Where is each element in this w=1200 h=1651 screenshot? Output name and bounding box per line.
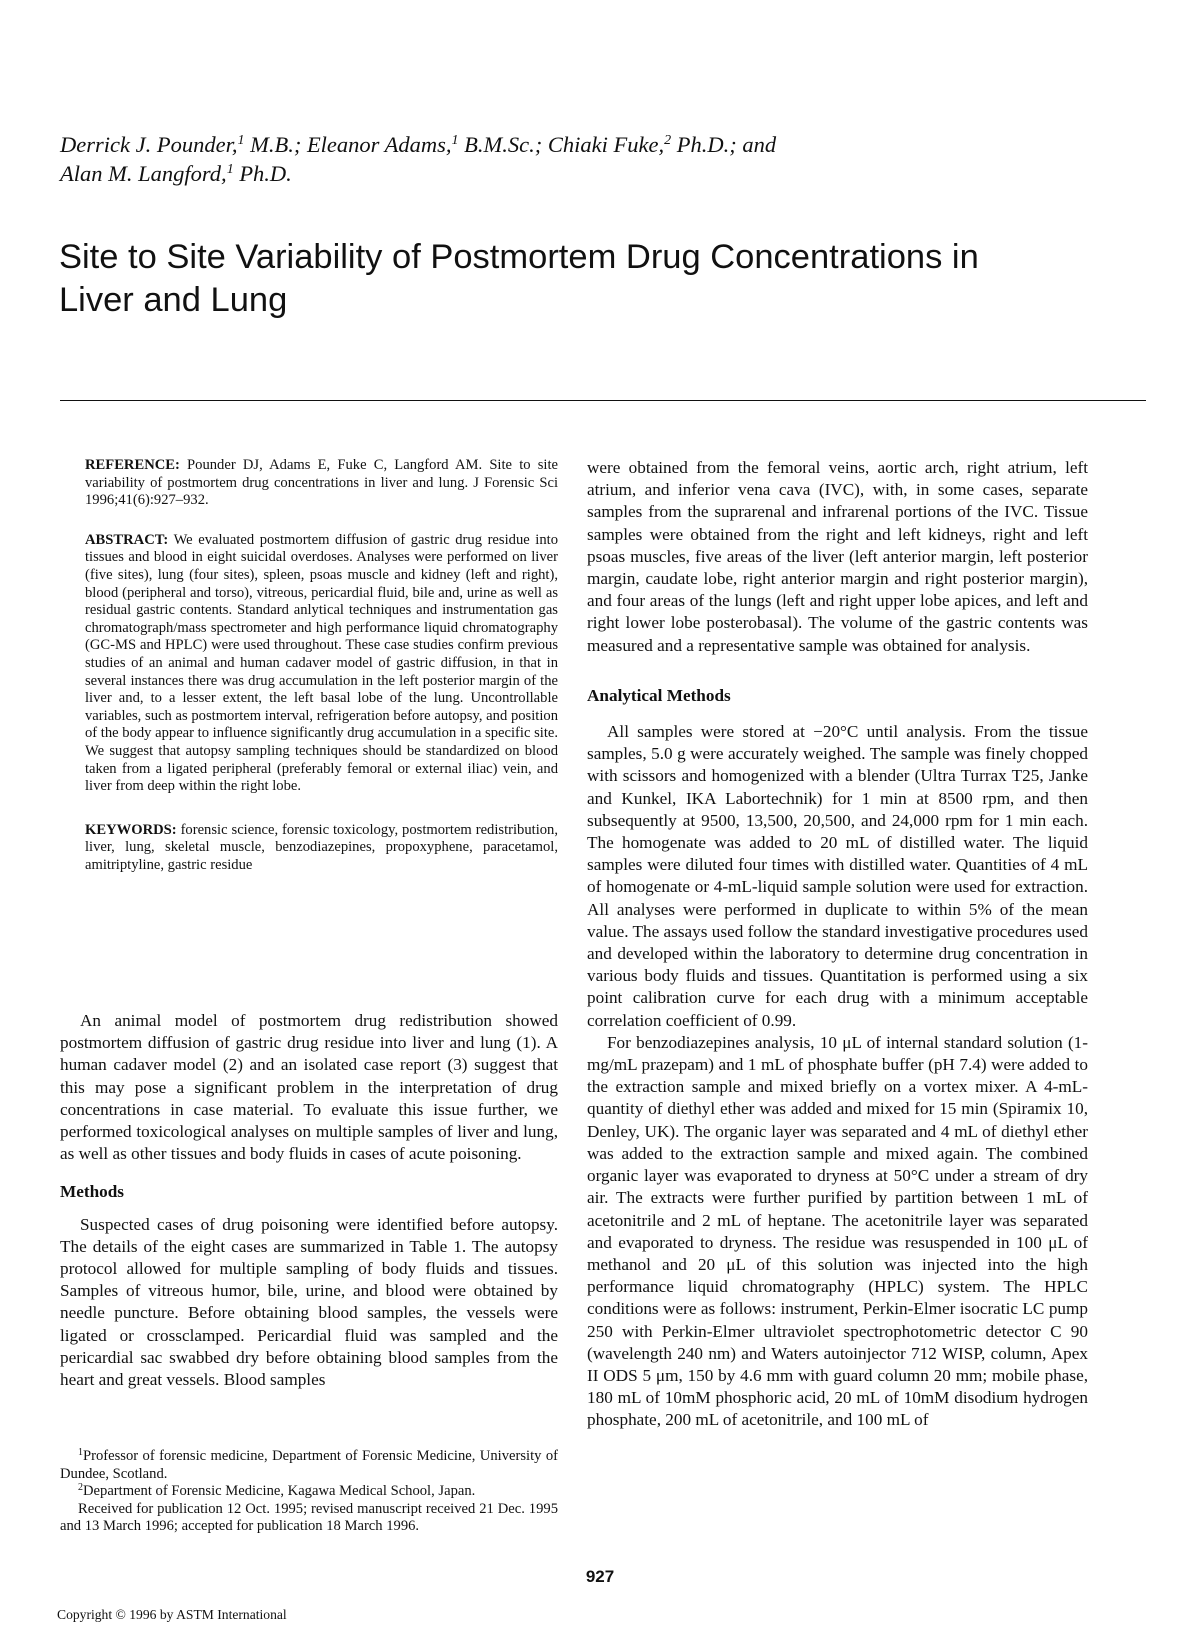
title-line-2: Liver and Lung bbox=[59, 281, 288, 319]
abstract-block bbox=[85, 457, 558, 874]
keywords-label: KEYWORDS: bbox=[85, 821, 177, 838]
author-degree: M.B.; bbox=[244, 132, 307, 157]
samples-paragraph: were obtained from the femoral veins, aortic arch, right atrium, left atrium, and inferior vena cava (IVC), with, in some cases, separate samples from the suprarenal and infrarenal portions of the IVC. Tissue samples were obtained from the right and left kidneys, right and left psoas muscles, five areas of the liver (left anterior margin, left posterior margin, caudate lobe, right anterior margin and right posterior margin), and four areas of the lungs (left and right upper lobe apices, and left and right lower lobe posterobasal). The volume of the gastric contents was measured and a representative sample was obtained for analysis. bbox=[587, 458, 1088, 655]
title-divider bbox=[60, 400, 1146, 401]
author-name: Alan M. Langford, bbox=[60, 161, 227, 186]
copyright-notice: Copyright © 1996 by ASTM International bbox=[57, 1607, 287, 1622]
affiliation-marker: 2 bbox=[664, 133, 672, 148]
footnote-marker: 1 bbox=[78, 1447, 83, 1458]
affiliation-marker: 1 bbox=[237, 133, 245, 148]
author-name: Eleanor Adams, bbox=[306, 132, 452, 157]
methods-heading: Methods bbox=[60, 1182, 124, 1202]
reference-paragraph bbox=[85, 457, 558, 510]
affiliation-marker: 1 bbox=[451, 133, 459, 148]
benzodiazepines-paragraph: For benzodiazepines analysis, 10 μL of internal standard solution (1-mg/mL prazepam) and 1 mL of phosphate buffer (pH 7.4) were added to the extraction sample and mixed briefly on a vortex mixer. A 4-mL-quantity of diethyl ether was added and mixed for 15 min (Spiramix 10, Denley, UK). The organic layer was separated and 4 mL of diethyl ether was added to the extraction sample and mixed again. The combined organic layer was evaporated to dryness at 50°C under a stream of dry air. The extracts were further purified by partition between 1 mL of acetonitrile and 2 mL of heptane. The acetonitrile layer was separated and evaporated to dryness. The residue was resuspended in 100 μL of methanol and 20 μL of this solution was injected into the high performance liquid chromatography (HPLC) system. The HPLC conditions were as follows: instrument, Perkin-Elmer isocratic LC pump 250 with Perkin-Elmer ultraviolet spectrophotometric detector C 90 (wavelength 240 nm) and Waters autoinjector 712 WISP, column, Apex II ODS 5 μm, 150 by 4.6 mm with guard column 20 mm; mobile phase, 180 mL of 10mM phosphoric acid, 20 mL of 10mM disodium hydrogen phosphate, 200 mL of acetonitrile, and 100 mL of bbox=[587, 1032, 1088, 1430]
methods-paragraph: Suspected cases of drug poisoning were identified before autopsy. The details of the eight cases are summarized in Table 1. The autopsy protocol allowed for multiple sampling of body fluids and tissues. Samples of vitreous humor, bile, urine, and blood were obtained by needle puncture. Before obtaining blood samples, the vessels were ligated or crossclamped. Pericardial fluid was sampled and the pericardial sac swabbed dry before obtaining blood samples from the heart and great vessels. Blood samples bbox=[60, 1214, 558, 1390]
affiliation-marker: 1 bbox=[226, 162, 234, 177]
left-column bbox=[60, 1010, 558, 1391]
page-number: 927 bbox=[585, 1567, 615, 1586]
reference-label: REFERENCE: bbox=[85, 457, 180, 473]
reference-text: Pounder DJ, Adams E, Fuke C, Langford AM. Site to site variability of postmortem drug concentrations in liver and lung. J Forensic Sci 1996;41(6):927–932. bbox=[85, 457, 558, 509]
analytical-methods-heading: Analytical Methods bbox=[587, 685, 731, 705]
keywords-paragraph bbox=[85, 822, 558, 875]
author-list bbox=[60, 130, 1140, 188]
footnote-1 bbox=[60, 1448, 558, 1483]
right-column bbox=[587, 457, 1088, 1432]
footnote-marker: 2 bbox=[78, 1482, 83, 1494]
author-degree: B.M.Sc.; bbox=[458, 132, 548, 157]
author-name: Derrick J. Pounder, bbox=[60, 132, 238, 157]
title-line-1: Site to Site Variability of Postmortem Drug Concentrations in bbox=[59, 238, 979, 276]
abstract-text: We evaluated postmortem diffusion of gastric drug residue into tissues and blood in eight suicidal overdoses. Analyses were performed on liver (five sites), lung (four sites), spleen, psoas muscle and kidney (left and right), blood (peripheral and torso), vitreous, pericardial fluid, bile and, urine as well as residual gastric contents. Standard anlytical techniques and instrumentation gas chromatograph/mass spectrometer and high performance liquid chromatography (GC-MS and HPLC) were used throughout. These case studies confirm previous studies of an animal and human cadaver model of gastric diffusion, in that in several instances there was drug accumulation in the left posterior margin of the liver and, to a lesser extent, the left basal lobe of the lung. Uncontrollable variables, such as postmortem interval, refrigeration before autopsy, and position of the body appear to influence significantly drug accumulation in a specific site. We suggest that autopsy sampling techniques should be standardized on blood taken from a ligated peripheral (preferably femoral or external iliac) vein, and liver from deep within the right lobe. bbox=[85, 531, 558, 795]
received-note: Received for publication 12 Oct. 1995; revised manuscript received 21 Dec. 1995 and 13 March 1996; accepted for publication 18 March 1996. bbox=[60, 1500, 558, 1535]
author-name: Chiaki Fuke, bbox=[547, 132, 665, 157]
article-title bbox=[59, 236, 1149, 322]
footnote-1-text: Professor of forensic medicine, Department of Forensic Medicine, University of Dundee, Scotland. bbox=[60, 1448, 558, 1482]
abstract-paragraph bbox=[85, 532, 558, 796]
keywords-text: forensic science, forensic toxicology, postmortem redistribution, liver, lung, skeletal muscle, benzodiazepines, propoxyphene, paracetamol, amitriptyline, gastric residue bbox=[85, 821, 558, 873]
author-degree: Ph.D.; and bbox=[671, 132, 777, 157]
intro-paragraph: An animal model of postmortem drug redistribution showed postmortem diffusion of gastric drug residue into liver and lung (1). A human cadaver model (2) and an isolated case report (3) suggest that this may pose a significant problem in the interpretation of drug concentrations in case material. To evaluate this issue further, we performed toxicological analyses on multiple samples of liver and lung, as well as other tissues and body fluids in cases of acute poisoning. bbox=[60, 1011, 558, 1164]
abstract-label: ABSTRACT: bbox=[85, 531, 169, 548]
footnote-2-text: Department of Forensic Medicine, Kagawa Medical School, Japan. bbox=[83, 1483, 476, 1500]
author-degree: Ph.D. bbox=[233, 161, 292, 186]
footnote-2 bbox=[60, 1483, 558, 1501]
storage-paragraph: All samples were stored at −20°C until analysis. From the tissue samples, 5.0 g were accurately weighed. The sample was finely chopped with scissors and homogenized with a blender (Ultra Turrax T25, Janke and Kunkel, IKA Labortechnik) for 1 min at 8500 rpm, and then subsequently at 9500, 13,500, 20,500, and 24,000 rpm for 1 min each. The homogenate was added to 20 mL of distilled water. The liquid samples were diluted four times with distilled water. Quantities of 4 mL of homogenate or 4-mL-liquid sample solution were used for extraction. All analyses were performed in duplicate to within 5% of the mean value. The assays used follow the standard investigative procedures used and developed within the laboratory to determine drug concentration in various body fluids and tissues. Quantitation is performed using a six point calibration curve for each drug with a minimum acceptable correlation coefficient of 0.99. bbox=[587, 722, 1088, 1030]
footnotes bbox=[60, 1448, 558, 1536]
